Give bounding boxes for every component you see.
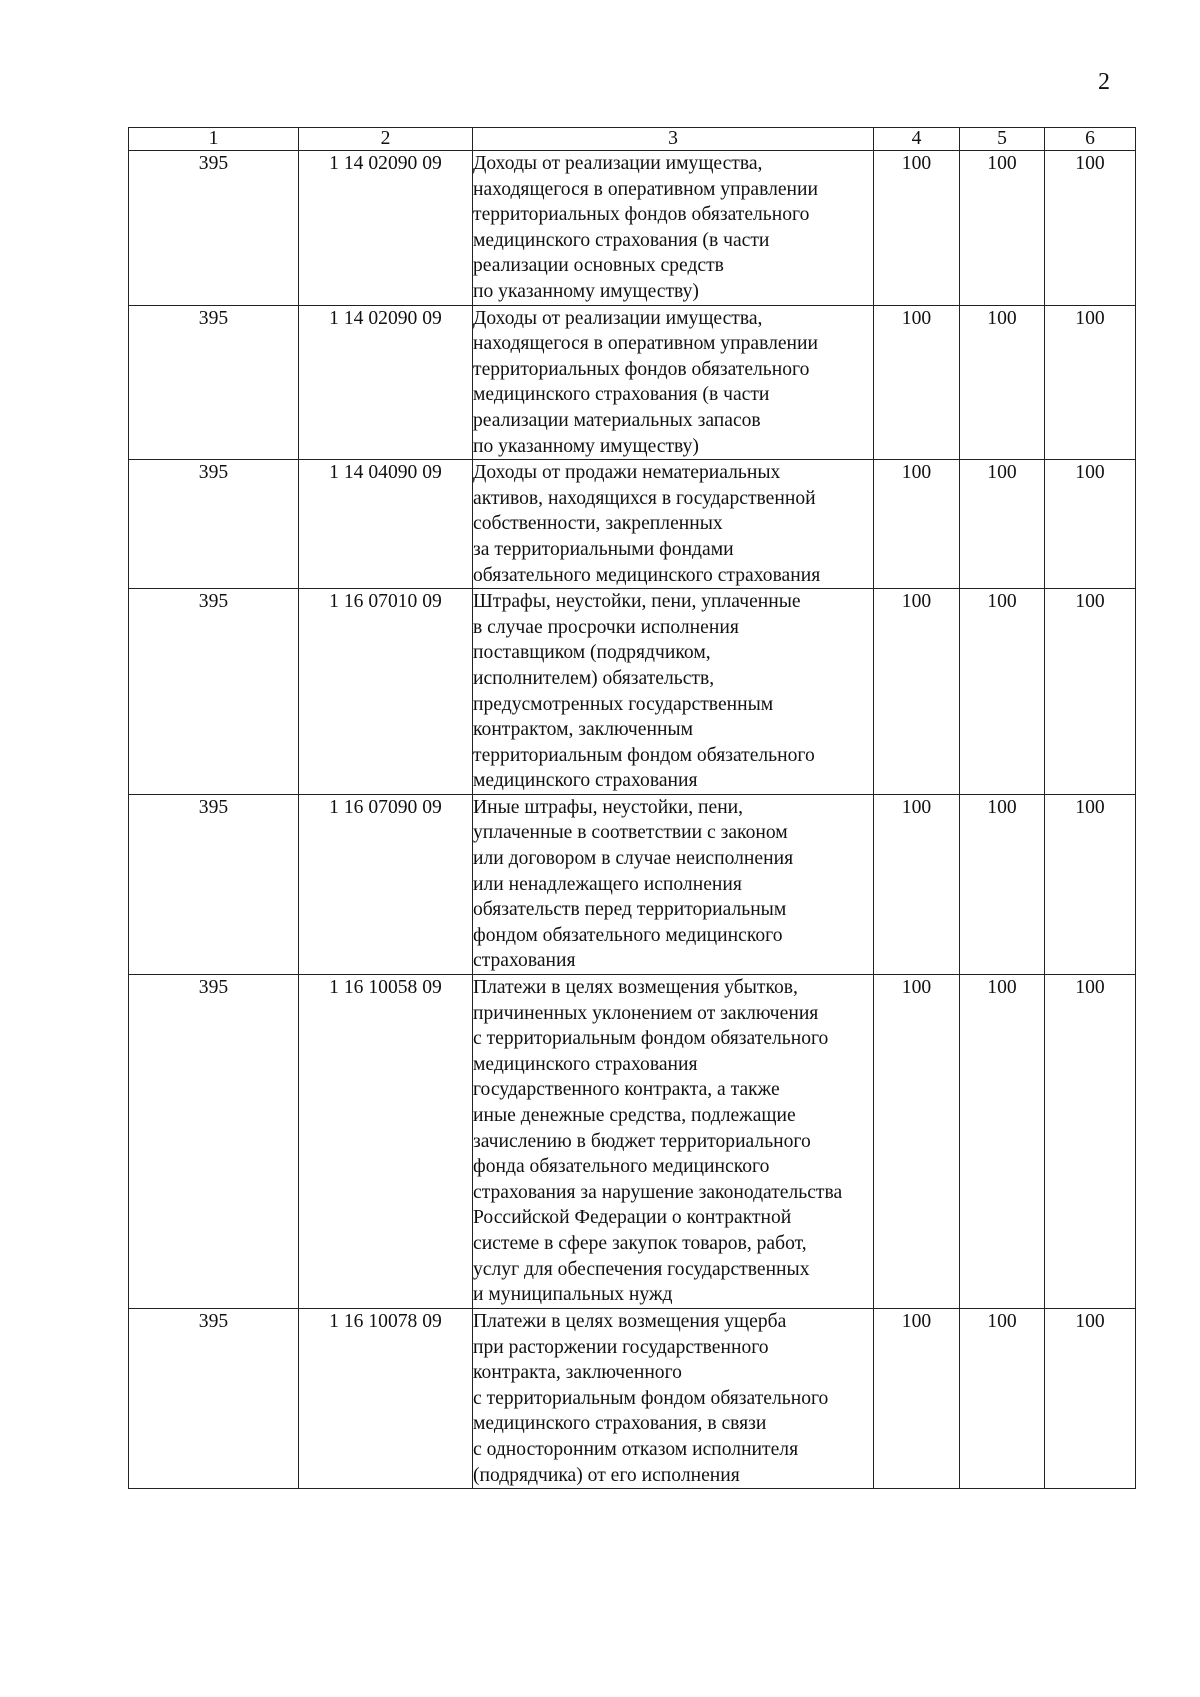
value-cell-6: 100 <box>1045 975 1136 1309</box>
value-cell-4: 100 <box>874 589 960 795</box>
value-cell-4: 100 <box>874 1309 960 1489</box>
admin-code-cell: 395 <box>129 794 299 974</box>
value-cell-5: 100 <box>960 794 1045 974</box>
column-header-5: 5 <box>960 128 1045 151</box>
value-cell-5: 100 <box>960 305 1045 460</box>
value-cell-4: 100 <box>874 975 960 1309</box>
value-cell-6: 100 <box>1045 589 1136 795</box>
budget-code-cell: 1 14 02090 09 <box>299 151 473 306</box>
budget-code-cell: 1 16 07090 09 <box>299 794 473 974</box>
value-cell-4: 100 <box>874 460 960 589</box>
column-header-4: 4 <box>874 128 960 151</box>
table-header-row <box>129 128 1136 151</box>
value-cell-6: 100 <box>1045 1309 1136 1489</box>
value-cell-5: 100 <box>960 1309 1045 1489</box>
value-cell-6: 100 <box>1045 460 1136 589</box>
revenue-name-cell: Доходы от продажи нематериальных активов, находящихся в государственной собственности, закрепленных за территориальными фондами обязательного медицинского страхования <box>473 460 874 589</box>
revenue-name-cell: Платежи в целях возмещения убытков, причиненных уклонением от заключения с территориальным фондом обязательного медицинского страхования государственного контракта, а также иные денежные средства, подлежащие зачислению в бюджет территориального фонда обязательного медицинского страхования за нарушение законодательства Российской Федерации о контрактной системе в сфере закупок товаров, работ, услуг для обеспечения государственных и муниципальных нужд <box>473 975 874 1309</box>
budget-code-cell: 1 14 04090 09 <box>299 460 473 589</box>
revenue-name-cell: Доходы от реализации имущества, находящегося в оперативном управлении территориальных фондов обязательного медицинского страхования (в части реализации основных средств по указанному имуществу) <box>473 151 874 306</box>
budget-code-cell: 1 16 10058 09 <box>299 975 473 1309</box>
value-cell-5: 100 <box>960 460 1045 589</box>
admin-code-cell: 395 <box>129 975 299 1309</box>
admin-code-cell: 395 <box>129 460 299 589</box>
budget-code-cell: 1 16 10078 09 <box>299 1309 473 1489</box>
admin-code-cell: 395 <box>129 589 299 795</box>
budget-code-cell: 1 16 07010 09 <box>299 589 473 795</box>
table-row <box>129 151 1136 306</box>
column-header-3: 3 <box>473 128 874 151</box>
revenue-name-cell: Штрафы, неустойки, пени, уплаченные в случае просрочки исполнения поставщиком (подрядчиком, исполнителем) обязательств, предусмотренных государственным контрактом, заключенным территориальным фондом обязательного медицинского страхования <box>473 589 874 795</box>
table-row <box>129 794 1136 974</box>
value-cell-4: 100 <box>874 794 960 974</box>
column-header-2: 2 <box>299 128 473 151</box>
table-row <box>129 589 1136 795</box>
value-cell-4: 100 <box>874 151 960 306</box>
value-cell-6: 100 <box>1045 794 1136 974</box>
admin-code-cell: 395 <box>129 1309 299 1489</box>
table-row <box>129 1309 1136 1489</box>
revenue-name-cell: Иные штрафы, неустойки, пени, уплаченные в соответствии с законом или договором в случае неисполнения или ненадлежащего исполнения обязательств перед территориальным фондом обязательного медицинского страхования <box>473 794 874 974</box>
revenue-name-cell: Доходы от реализации имущества, находящегося в оперативном управлении территориальных фондов обязательного медицинского страхования (в части реализации материальных запасов по указанному имуществу) <box>473 305 874 460</box>
table-row <box>129 305 1136 460</box>
budget-code-cell: 1 14 02090 09 <box>299 305 473 460</box>
revenue-table <box>128 127 1136 1489</box>
value-cell-5: 100 <box>960 151 1045 306</box>
admin-code-cell: 395 <box>129 151 299 306</box>
value-cell-6: 100 <box>1045 305 1136 460</box>
table-row <box>129 460 1136 589</box>
value-cell-5: 100 <box>960 975 1045 1309</box>
column-header-1: 1 <box>129 128 299 151</box>
column-header-6: 6 <box>1045 128 1136 151</box>
admin-code-cell: 395 <box>129 305 299 460</box>
value-cell-5: 100 <box>960 589 1045 795</box>
page-number: 2 <box>1098 69 1110 95</box>
value-cell-4: 100 <box>874 305 960 460</box>
value-cell-6: 100 <box>1045 151 1136 306</box>
table-row <box>129 975 1136 1309</box>
revenue-name-cell: Платежи в целях возмещения ущерба при расторжении государственного контракта, заключенного с территориальным фондом обязательного медицинского страхования, в связи с односторонним отказом исполнителя (подрядчика) от его исполнения <box>473 1309 874 1489</box>
